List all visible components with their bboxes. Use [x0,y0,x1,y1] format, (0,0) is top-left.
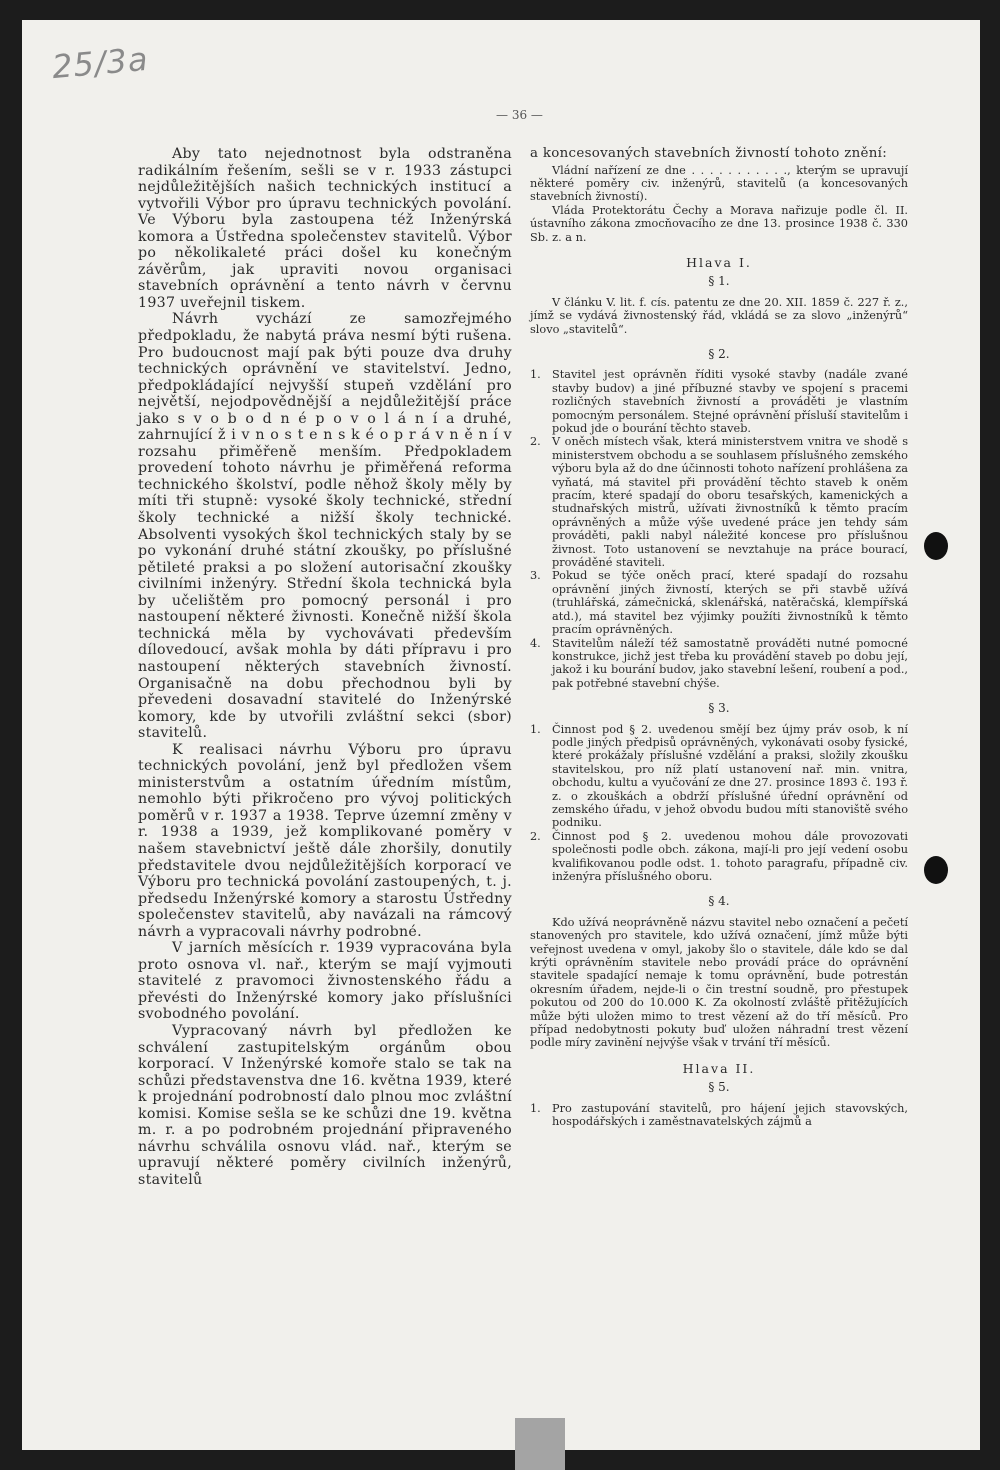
paragraph: V jarních měsících r. 1939 vypracována byla proto osnova vl. nař., kterým se mají vyjmouti stavitelé z pravomoci živnostenského řádu a převésti do Inženýrské komory jako příslušníci svobodného povolání. [138,940,512,1023]
intro-text: a koncesovaných stavebních živností tohoto znění: [530,146,888,161]
punch-hole [924,856,948,884]
list-item: 3. Pokud se týče oněch prací, které spadají do rozsahu oprávnění jiných živností, kterých se při stavbě užívá (truhlářská, zámečnická, sklenářská, natěračská, klempířská atd.), má stavitel bez výjimky použíti živnostníků k těmto pracím oprávněných. [530,569,908,637]
list-item: 1. Pro zastupování stavitelů, pro hájení jejich stavovských, hospodářských i zaměstnavatelských zájmů a [530,1101,908,1129]
decree-title: Vládní nařízení ze dne . . . . . . . . . . ., kterým se upravují některé poměry civ. inženýrů, stavitelů (a koncesovaných stavebních živností). [530,163,908,204]
section-list [530,368,908,690]
right-column [530,146,908,1129]
section-heading: § 3. [708,701,730,716]
list-item: 1. Stavitel jest oprávněn říditi vysoké stavby (nadále zvané stavby budov) a jiné příbuzné stavby ve spojení s pracemi rozličných stavebních živností a prováděti je vlastním pomocným personálem. Stejné oprávnění přísluší stavitelům i pokud jde o bourání těchto staveb. [530,368,908,435]
list-item: 4. Stavitelům náleží též samostatně prováděti nutné pomocné konstrukce, jichž jest třeba ku provádění staveb po dobu její, jakož i ku bourání budov, jako stavební lešení, roubení a pod., pak potřebné stavební chýše. [530,636,908,690]
section-list [530,723,908,884]
page-number: — 36 — [496,108,543,122]
scan-tab [515,1418,565,1470]
list-item: 2. V oněch místech však, která ministerstvem vnitra ve shodě s ministerstvem obchodu a se souhlasem příslušného zemského výboru byla až do dne účinnosti tohoto nařízení prohlášena za vyňatá, má stavitel při provádění těchto staveb k oněm pracím, které spadají do oboru tesařských, kamenických a studnařských mistrů, užívati živnostníků k těmto pracím oprávněných a může výše uvedené práce jen tehdy sám prováděti, pakli nabyl náležité koncese pro příslušnou živnost. Toto ustanovení se nevztahuje na práce bourací, prováděné staviteli. [530,435,908,570]
list-item: 2. Činnost pod § 2. uvedenou mohou dále provozovati společnosti podle obch. zákona, mají-li pro její vedení osobu kvalifikovanou podle odst. 1. tohoto paragrafu, případně civ. inženýra příslušného oboru. [530,829,908,883]
section-heading: § 1. [708,274,730,289]
paragraph: K realisaci návrhu Výboru pro úpravu technických povolání, jenž byl předložen všem ministerstvům a ostatním úředním místům, nemohlo býti přikročeno pro vývoj politických poměrů v r. 1937 a 1938. Teprve územní změny v r. 1938 a 1939, jež komplikované poměry v našem stavebnictví ještě dále zhoršily, donutily představitele dvou nejdůležitějších korporací ve Výboru pro technická povolání zastoupených, t. j. předsedu Inženýrské komory a starostu Ústředny společenstev stavitelů, aby navázali na rámcový návrh a vypracovali návrhy podrobné. [138,741,512,940]
section-text: V článku V. lit. f. cís. patentu ze dne 20. XII. 1859 č. 227 ř. z., jímž se vydává živnostenský řád, vkládá se za slovo „inženýrů“ slovo „stavitelů“. [530,295,908,336]
paragraph: Návrh vychází ze samozřejmého předpokladu, že nabytá práva nesmí býti rušena. Pro budoucnost mají pak býti pouze dva druhy technických oprávnění ve stavitelství. Jedno, předpokládající nejvyšší stupeň vzdělání pro největší, nejodpovědnější a nejdůležitější práce jako s v o b o d n é p o v o l á n í a druhé, zahrnující ž i v n o s t e n s k é o p r á v n ě n í v rozsahu přiměřeně menším. Předpokladem provedení tohoto návrhu je přiměřená reforma technického školství, podle něhož školy měly by míti tři stupně: vysoké školy technické, střední školy technické a nižší školy technické. Absolventi vysokých škol technických staly by se po vykonání druhé státní zkoušky, po příslušné pětileté praksi a po složení autorisační zkoušky civilními inženýry. Střední škola technická byla by učelištěm pro pomocný personál i pro nastoupení některé živnosti. Konečně nižší škola technická měla by vychovávati především dílovedoucí, avšak mohla by dáti přípravu i pro nastoupení některých stavebních živností. Organisačně na dobu přechodnou byli by převedeni dosavadní stavitelé do Inženýrské komory, kde by utvořili zvláštní sekci (sbor) stavitelů. [138,311,512,742]
handwritten-annotation: 25/3a [50,39,150,87]
section-heading: § 4. [708,894,730,909]
section-heading: § 2. [708,346,730,361]
paragraph: Vypracovaný návrh byl předložen ke schválení zastupitelským orgánům obou korporací. V Inženýrské komoře stalo se tak na schůzi představenstva dne 16. května 1939, které k projednání podrobností dalo plnou moc zvláštní komisi. Komise sešla se ke schůzi dne 19. května m. r. a po podrobném projednání připraveného návrhu schválila osnovu vlád. nař., kterým se upravují některé poměry civilních inženýrů, stavitelů [138,1022,512,1188]
chapter-heading: Hlava I. [686,254,752,270]
chapter-heading: Hlava II. [682,1060,756,1076]
left-column [138,146,512,1188]
section-list [530,1102,908,1129]
section-heading: § 5. [708,1080,730,1095]
paragraph: Aby tato nejednotnost byla odstraněna radikálním řešením, sešli se v r. 1933 zástupci nejdůležitějších našich technických institucí a vytvořili Výbor pro úpravu technických povolání. Ve Výboru byla zastoupena též Inženýrská komora a Ústředna společenstev stavitelů. Výbor po několikaleté práci došel ku konečným závěrům, jak upraviti novou organisaci stavebních oprávnění a tento návrh v červnu 1937 uveřejnil tiskem. [138,146,512,311]
section-text: Kdo užívá neoprávněně názvu stavitel nebo označení a pečetí stanovených pro stavitele, kdo užívá označení, jímž může býti veřejnost uvedena v omyl, jakoby šlo o stavitele, dále kdo se dal krýti oprávněním stavitele nebo provádí práce do oprávnění stavitele spadající nemaje k tomu oprávnění, bude potrestán okresním úřadem, nejde-li o čin trestní soudně, pro přestupek pokutou od 200 do 10.000 K. Za okolností zvláště přitěžujících může býti uložen mimo to trest vězení až do tří měsíců. Pro případ nedobytnosti pokuty buď uložen náhradní trest vězení podle míry zavinění nejvýše však v trvání tří měsíců. [530,915,908,1050]
punch-hole [924,532,948,560]
decree-preamble: Vláda Protektorátu Čechy a Morava nařizuje podle čl. II. ústavního zákona zmocňovacího ze dne 13. prosince 1938 č. 330 Sb. z. a n. [530,203,908,244]
list-item: 1. Činnost pod § 2. uvedenou smějí bez újmy práv osob, k ní podle jiných předpisů oprávněných, vykonávati osoby fysické, které prokážaly příslušné vzdělání a praksi, složily zkoušku stavitelskou, pro níž platí ustanovení nař. min. vnitra, obchodu, kultu a vyučování ze dne 27. prosince 1893 č. 193 ř. z. o zkouškách a obdrží příslušné úřední oprávnění od zemského úřadu, v jehož obvodu budou míti stanoviště svého podniku. [530,722,908,830]
